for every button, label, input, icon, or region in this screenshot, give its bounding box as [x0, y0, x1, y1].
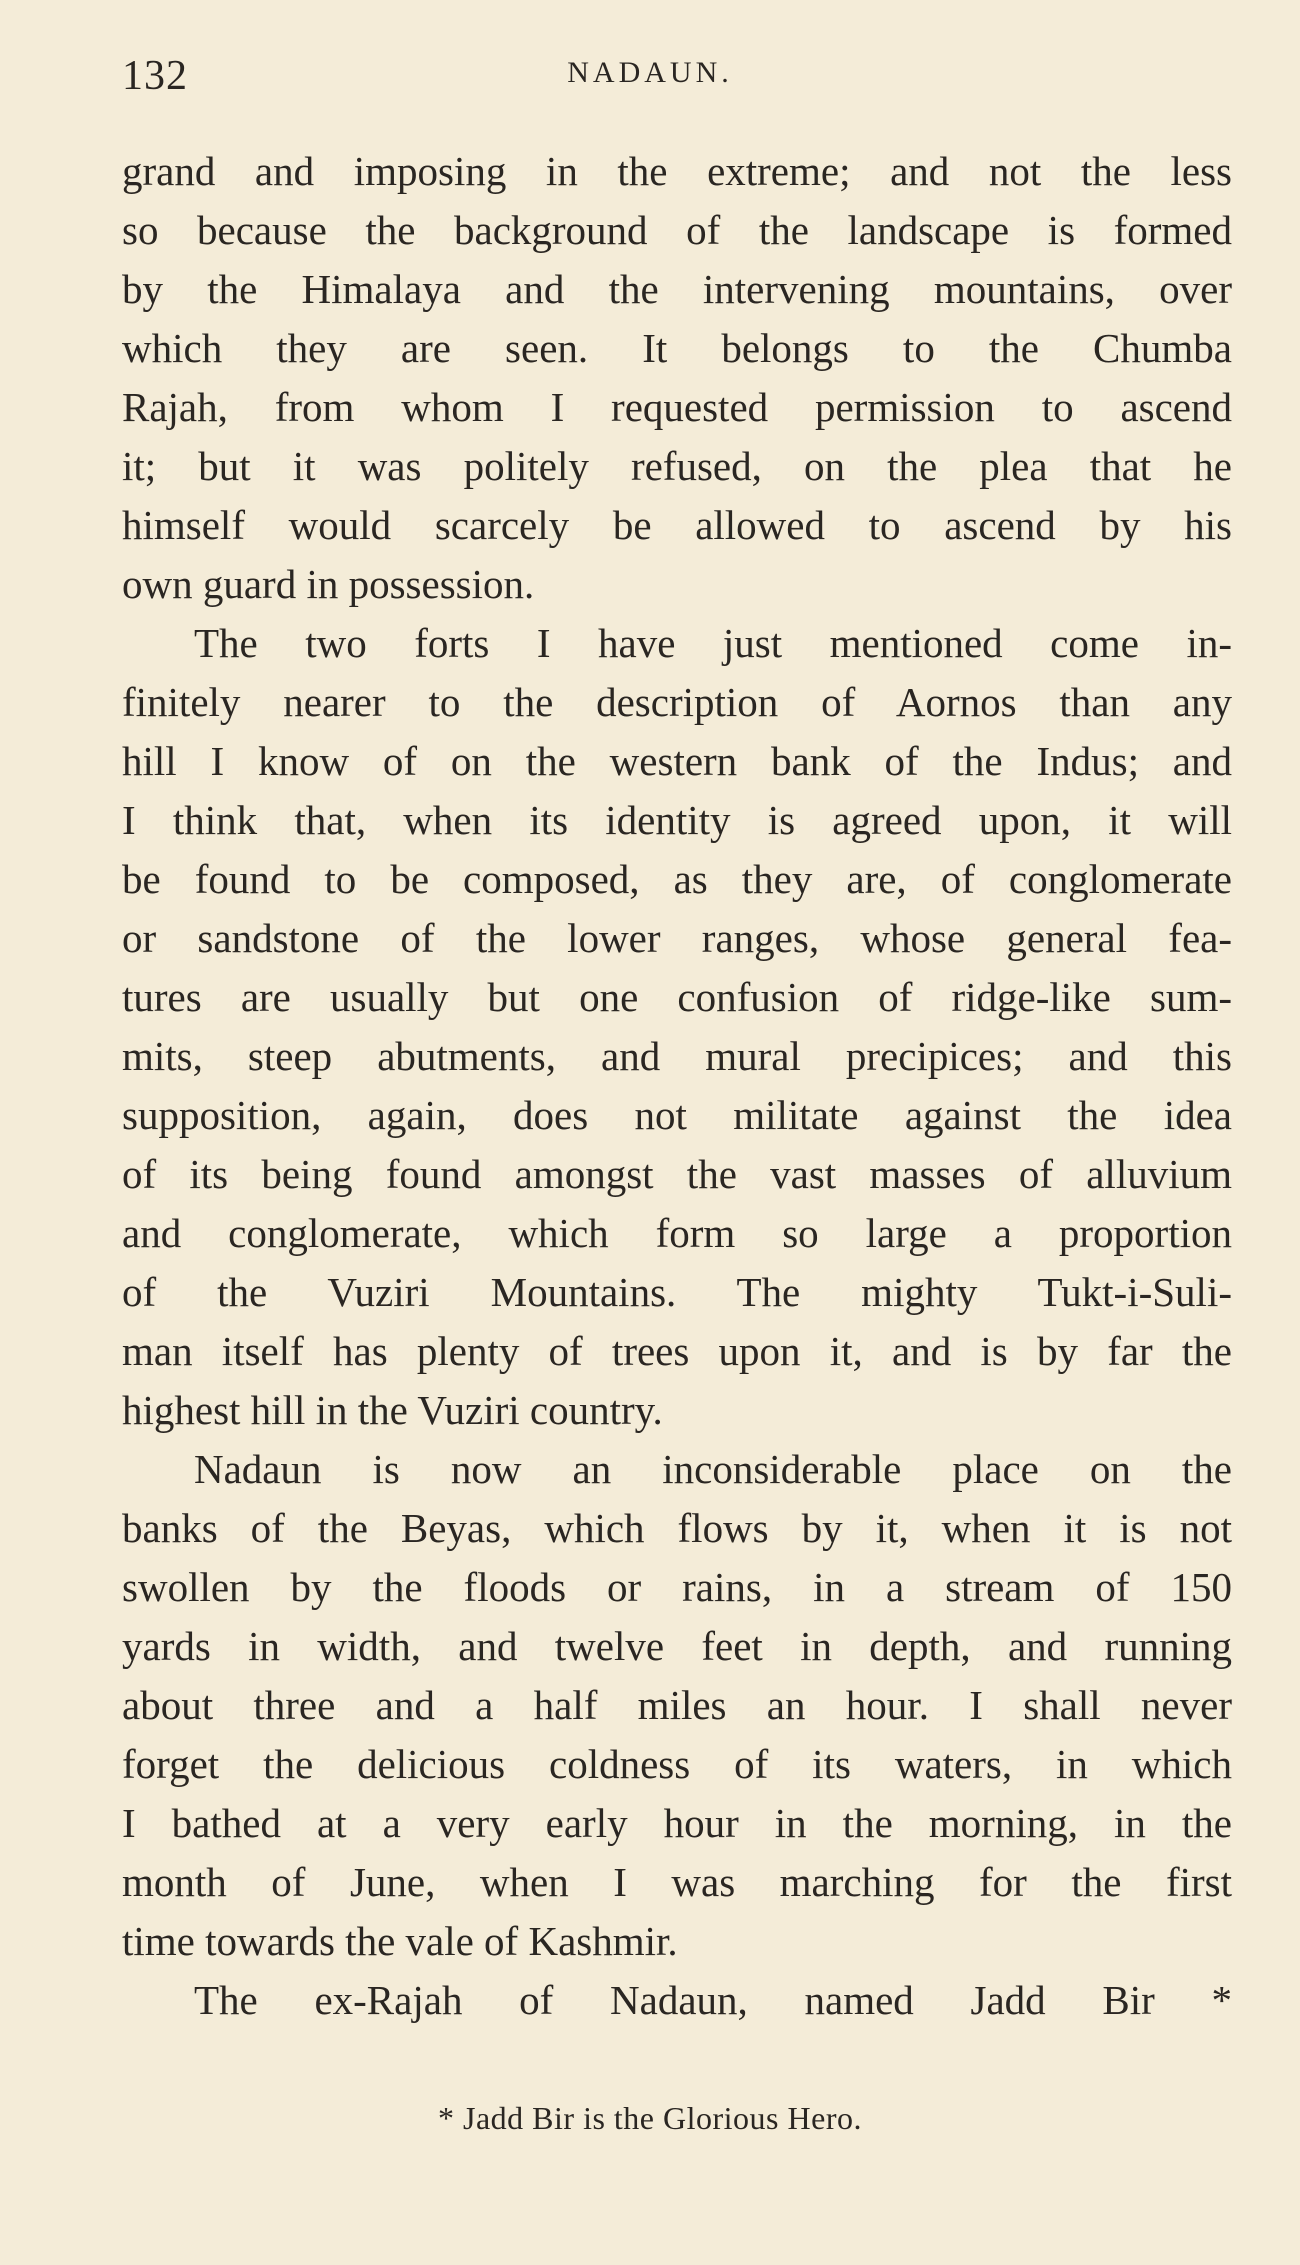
text-line: own guard in possession. — [122, 561, 535, 607]
text-line: yards in width, and twelve feet in depth, and running — [122, 1623, 1232, 1669]
page-number: 132 — [122, 53, 188, 99]
text-line: banks of the Beyas, which flows by it, when it is not — [122, 1505, 1232, 1551]
text-line: himself would scarcely be allowed to ascend by his — [122, 502, 1232, 548]
text-line: so because the background of the landscape is formed — [122, 207, 1232, 253]
text-line: highest hill in the Vuziri country. — [122, 1387, 663, 1433]
text-line: supposition, again, does not militate against the idea — [122, 1092, 1232, 1138]
text-line: mits, steep abutments, and mural precipices; and this — [122, 1033, 1232, 1079]
text-line: I think that, when its identity is agreed upon, it will — [122, 797, 1232, 843]
text-line: or sandstone of the lower ranges, whose general fea- — [122, 915, 1232, 961]
text-line: about three and a half miles an hour. I shall never — [122, 1682, 1232, 1728]
text-line: it; but it was politely refused, on the plea that he — [122, 443, 1232, 489]
text-line: Rajah, from whom I requested permission to ascend — [122, 384, 1232, 430]
text-line: hill I know of on the western bank of the Indus; and — [122, 738, 1232, 784]
text-line: which they are seen. It belongs to the Chumba — [122, 325, 1232, 371]
text-line: by the Himalaya and the intervening mountains, over — [122, 266, 1232, 312]
footnote: * Jadd Bir is the Glorious Hero. — [438, 2100, 862, 2136]
text-line: man itself has plenty of trees upon it, and is by far the — [122, 1328, 1232, 1374]
running-title: NADAUN. — [567, 56, 733, 89]
text-line: The two forts I have just mentioned come in- — [194, 620, 1232, 666]
text-line: and conglomerate, which form so large a proportion — [122, 1210, 1232, 1256]
text-line: swollen by the floods or rains, in a stream of 150 — [122, 1564, 1232, 1610]
text-line: The ex-Rajah of Nadaun, named Jadd Bir * — [194, 1977, 1232, 2023]
body-text — [122, 142, 1232, 2030]
text-line: grand and imposing in the extreme; and not the less — [122, 148, 1232, 194]
text-line: be found to be composed, as they are, of conglomerate — [122, 856, 1232, 902]
text-line: I bathed at a very early hour in the morning, in the — [122, 1800, 1232, 1846]
text-line: time towards the vale of Kashmir. — [122, 1918, 678, 1964]
text-line: of the Vuziri Mountains. The mighty Tukt-i-Suli- — [122, 1269, 1232, 1315]
text-line: of its being found amongst the vast masses of alluvium — [122, 1151, 1232, 1197]
text-line: forget the delicious coldness of its waters, in which — [122, 1741, 1232, 1787]
text-line: tures are usually but one confusion of ridge-like sum- — [122, 974, 1232, 1020]
text-line: Nadaun is now an inconsiderable place on the — [194, 1446, 1232, 1492]
text-line: finitely nearer to the description of Aornos than any — [122, 679, 1232, 725]
text-line: month of June, when I was marching for the first — [122, 1859, 1232, 1905]
